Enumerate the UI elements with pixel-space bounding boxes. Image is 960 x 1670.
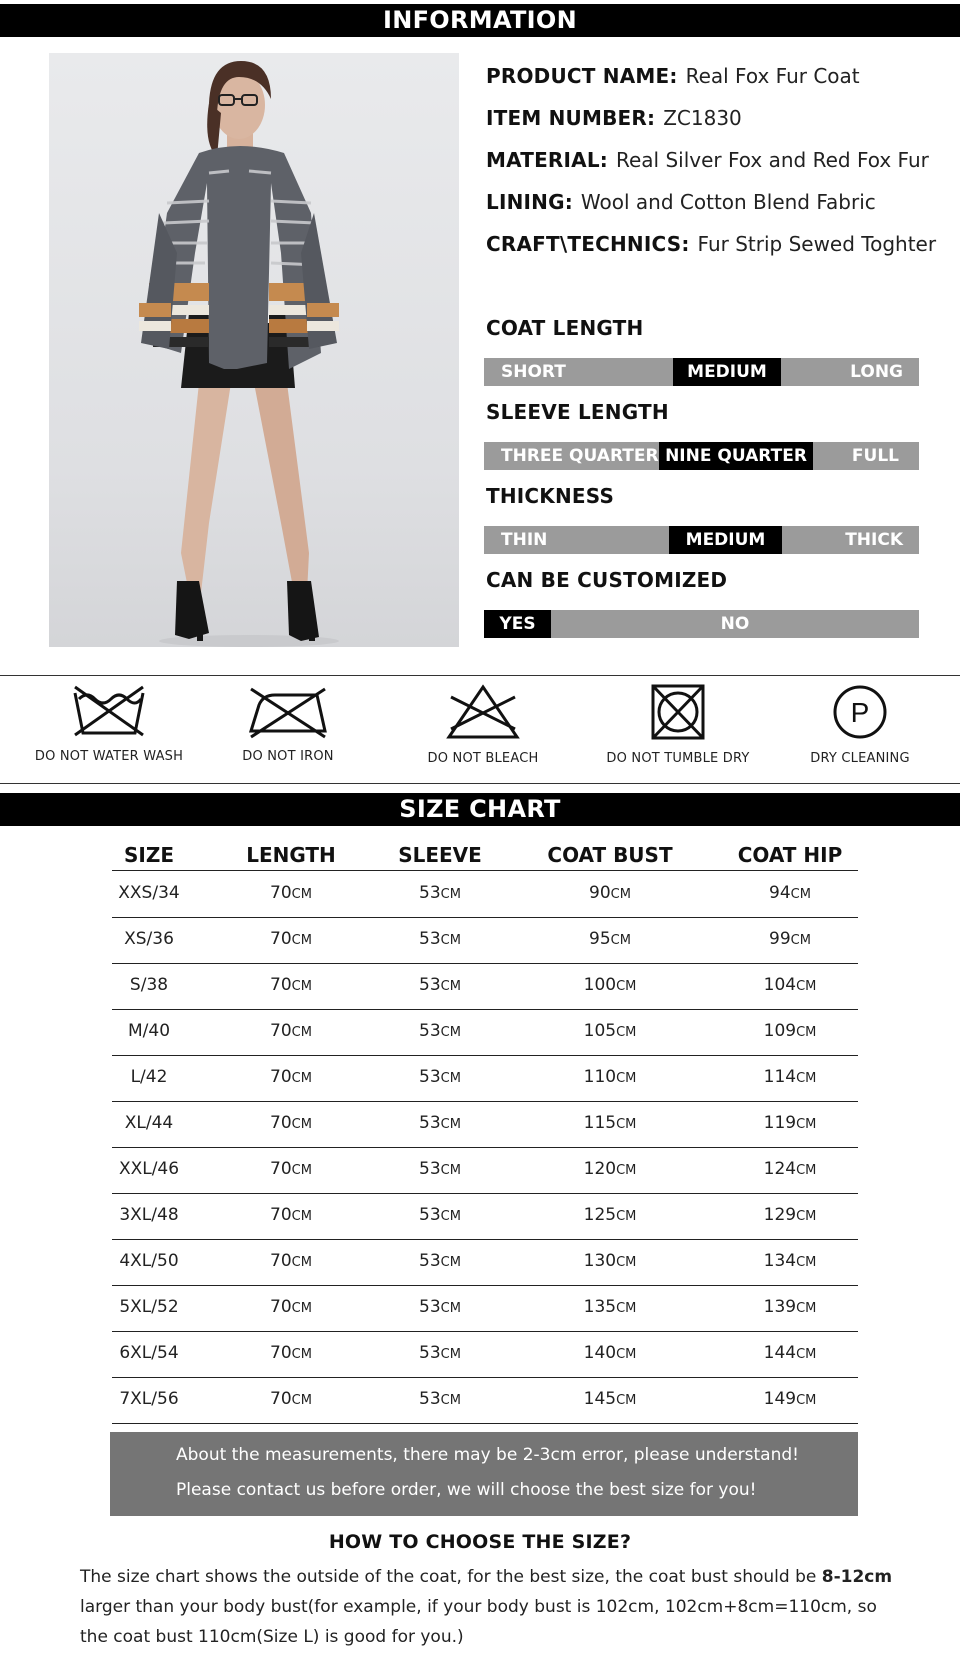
cell-unit: CM <box>440 1209 461 1224</box>
measure-cell <box>236 1067 346 1087</box>
cell-unit: CM <box>440 1025 461 1040</box>
cell-value: 125 <box>583 1205 617 1225</box>
cell-value: 70 <box>270 1021 292 1041</box>
sleeve-length-title: SLEEVE LENGTH <box>486 400 669 424</box>
measure-cell <box>720 1389 860 1409</box>
measure-cell <box>720 1113 860 1133</box>
cell-value: 139 <box>763 1297 797 1317</box>
care-label: DO NOT TUMBLE DRY <box>606 751 750 766</box>
info-craft <box>486 232 936 256</box>
option-nine-quarter-selected: NINE QUARTER <box>659 442 813 470</box>
thickness-scale <box>484 526 919 554</box>
table-row <box>112 1239 858 1286</box>
cell-value: 100 <box>583 975 617 995</box>
cell-unit: CM <box>291 1209 312 1224</box>
measure-cell <box>540 1297 680 1317</box>
cell-value: XS/36 <box>124 929 174 949</box>
measure-cell <box>390 1067 490 1087</box>
size-cell <box>112 1389 186 1409</box>
size-cell <box>112 1343 186 1363</box>
option-no: NO <box>720 614 750 634</box>
cell-value: 70 <box>270 1159 292 1179</box>
measure-cell <box>390 1251 490 1271</box>
cell-unit: CM <box>616 1163 637 1178</box>
cell-value: 3XL/48 <box>119 1205 179 1225</box>
cell-unit: CM <box>440 979 461 994</box>
size-cell <box>112 929 186 949</box>
cell-value: 109 <box>763 1021 797 1041</box>
measure-cell <box>540 1021 680 1041</box>
cell-value: M/40 <box>127 1021 171 1041</box>
cell-value: 4XL/50 <box>119 1251 179 1271</box>
option-short: SHORT <box>501 362 566 382</box>
measure-cell <box>720 929 860 949</box>
cell-unit: CM <box>440 1301 461 1316</box>
size-cell <box>112 1297 186 1317</box>
cell-unit: CM <box>796 1393 817 1408</box>
cell-unit: CM <box>291 933 312 948</box>
table-row <box>112 1009 858 1056</box>
cell-unit: CM <box>440 1347 461 1362</box>
cell-unit: CM <box>440 933 461 948</box>
cell-unit: CM <box>440 1393 461 1408</box>
header-coat-bust: COAT BUST <box>547 843 673 867</box>
cell-unit: CM <box>291 1071 312 1086</box>
cell-value: XL/44 <box>124 1113 174 1133</box>
cell-value: 130 <box>583 1251 617 1271</box>
cell-unit: CM <box>790 887 811 902</box>
measure-cell <box>236 1113 346 1133</box>
cell-unit: CM <box>796 1025 817 1040</box>
cell-unit: CM <box>291 1255 312 1270</box>
header-sleeve: SLEEVE <box>398 843 482 867</box>
cell-value: 70 <box>270 1113 292 1133</box>
cell-unit: CM <box>291 1117 312 1132</box>
table-row <box>112 871 858 918</box>
cell-unit: CM <box>616 979 637 994</box>
cell-value: 120 <box>583 1159 617 1179</box>
cell-value: 140 <box>583 1343 617 1363</box>
cell-unit: CM <box>440 1071 461 1086</box>
divider <box>0 675 960 676</box>
measure-cell <box>390 1021 490 1041</box>
cell-unit: CM <box>616 1301 637 1316</box>
cell-value: 99 <box>769 929 791 949</box>
care-no-tumble-dry <box>583 683 773 766</box>
cell-value: 95 <box>589 929 611 949</box>
sleeve-length-scale <box>484 442 919 470</box>
measure-cell <box>540 883 680 903</box>
model-illustration <box>49 53 459 647</box>
cell-unit: CM <box>790 933 811 948</box>
measure-cell <box>720 1297 860 1317</box>
cell-unit: CM <box>796 1071 817 1086</box>
cell-unit: CM <box>796 1301 817 1316</box>
cell-unit: CM <box>440 1117 461 1132</box>
cell-value: L/42 <box>130 1067 168 1087</box>
measurement-note <box>110 1432 858 1516</box>
cell-unit: CM <box>440 1255 461 1270</box>
customized-title: CAN BE CUSTOMIZED <box>486 568 728 592</box>
measure-cell <box>236 1021 346 1041</box>
cell-value: 119 <box>763 1113 797 1133</box>
cell-value: 105 <box>583 1021 617 1041</box>
how-text-before: The size chart shows the outside of the coat, for the best size, the coat bust should be <box>80 1567 822 1587</box>
no-iron-icon <box>245 683 331 739</box>
measure-cell <box>236 883 346 903</box>
measure-cell <box>720 1205 860 1225</box>
info-key: CRAFT\TECHNICS: <box>486 232 690 256</box>
measure-cell <box>720 1251 860 1271</box>
cell-unit: CM <box>610 933 631 948</box>
table-row <box>112 917 858 964</box>
cell-unit: CM <box>291 1347 312 1362</box>
no-tumble-dry-icon <box>650 683 706 741</box>
cell-value: 70 <box>270 929 292 949</box>
measure-cell <box>236 1343 346 1363</box>
cell-value: 53 <box>419 929 441 949</box>
info-value: Fur Strip Sewed Toghter <box>697 232 937 256</box>
cell-value: 90 <box>589 883 611 903</box>
cell-unit: CM <box>796 1117 817 1132</box>
info-value: Real Fox Fur Coat <box>685 64 860 88</box>
table-row <box>112 1101 858 1148</box>
size-cell <box>112 883 186 903</box>
no-bleach-icon <box>445 683 521 741</box>
cell-value: XXL/46 <box>118 1159 180 1179</box>
table-row <box>112 1193 858 1240</box>
measure-cell <box>390 883 490 903</box>
cell-value: 53 <box>419 1067 441 1087</box>
size-cell <box>112 1251 186 1271</box>
size-cell <box>112 1159 186 1179</box>
cell-unit: CM <box>291 979 312 994</box>
cell-unit: CM <box>291 1301 312 1316</box>
coat-length-title: COAT LENGTH <box>486 316 644 340</box>
cell-value: 70 <box>270 1343 292 1363</box>
cell-value: 114 <box>763 1067 797 1087</box>
cell-unit: CM <box>440 887 461 902</box>
cell-value: 70 <box>270 883 292 903</box>
cell-value: 6XL/54 <box>119 1343 179 1363</box>
size-cell <box>112 1113 186 1133</box>
header-length: LENGTH <box>246 843 336 867</box>
cell-unit: CM <box>796 1163 817 1178</box>
cell-value: 144 <box>763 1343 797 1363</box>
cell-value: 135 <box>583 1297 617 1317</box>
product-photo <box>49 53 459 647</box>
info-product-name <box>486 64 860 88</box>
option-long: LONG <box>850 362 903 382</box>
table-row <box>112 1285 858 1332</box>
cell-unit: CM <box>796 979 817 994</box>
cell-value: 53 <box>419 1113 441 1133</box>
size-cell <box>112 1021 186 1041</box>
measure-cell <box>720 1343 860 1363</box>
option-yes-selected: YES <box>484 610 551 638</box>
cell-value: XXS/34 <box>118 883 180 903</box>
how-text-after: larger than your body bust(for example, if your body bust is 102cm, 102cm+8cm=110cm, so the coat bust 110cm(Size L) is good for you.) <box>80 1597 877 1647</box>
option-thin: THIN <box>501 530 548 550</box>
cell-value: 70 <box>270 1067 292 1087</box>
cell-unit: CM <box>616 1117 637 1132</box>
cell-unit: CM <box>616 1255 637 1270</box>
cell-value: 53 <box>419 1205 441 1225</box>
cell-value: 53 <box>419 1297 441 1317</box>
cell-value: 145 <box>583 1389 617 1409</box>
cell-value: 70 <box>270 975 292 995</box>
cell-value: 53 <box>419 975 441 995</box>
cell-value: 104 <box>763 975 797 995</box>
cell-value: 53 <box>419 883 441 903</box>
table-row <box>112 1377 858 1424</box>
cell-unit: CM <box>291 887 312 902</box>
measure-cell <box>540 1343 680 1363</box>
cell-value: 5XL/52 <box>119 1297 179 1317</box>
option-medium-selected: MEDIUM <box>673 358 781 386</box>
measure-cell <box>720 883 860 903</box>
cell-value: 53 <box>419 1251 441 1271</box>
table-row <box>112 1331 858 1378</box>
table-row <box>112 1147 858 1194</box>
svg-text:P: P <box>850 697 870 728</box>
care-label: DO NOT IRON <box>242 749 334 764</box>
cell-unit: CM <box>616 1347 637 1362</box>
care-label: DRY CLEANING <box>810 751 910 766</box>
cell-value: 70 <box>270 1251 292 1271</box>
cell-value: 124 <box>763 1159 797 1179</box>
info-item-number <box>486 106 742 130</box>
note-line: Please contact us before order, we will choose the best size for you! <box>176 1480 757 1500</box>
cell-value: 149 <box>763 1389 797 1409</box>
how-text-bold: 8-12cm <box>821 1567 893 1587</box>
care-dry-cleaning <box>765 683 955 766</box>
measure-cell <box>390 929 490 949</box>
measure-cell <box>390 1343 490 1363</box>
cell-unit: CM <box>291 1393 312 1408</box>
info-key: ITEM NUMBER: <box>486 106 656 130</box>
divider <box>0 783 960 784</box>
measure-cell <box>236 1297 346 1317</box>
cell-value: 53 <box>419 1021 441 1041</box>
table-row <box>112 963 858 1010</box>
info-key: LINING: <box>486 190 573 214</box>
cell-unit: CM <box>291 1163 312 1178</box>
measure-cell <box>720 1067 860 1087</box>
cell-value: 70 <box>270 1205 292 1225</box>
thickness-title: THICKNESS <box>486 484 615 508</box>
measure-cell <box>540 929 680 949</box>
measure-cell <box>540 975 680 995</box>
measure-cell <box>540 1389 680 1409</box>
measure-cell <box>540 1113 680 1133</box>
measure-cell <box>540 1251 680 1271</box>
how-to-choose-title: HOW TO CHOOSE THE SIZE? <box>328 1531 632 1553</box>
measure-cell <box>236 1205 346 1225</box>
cell-unit: CM <box>796 1255 817 1270</box>
care-label: DO NOT BLEACH <box>427 751 539 766</box>
size-chart-banner: SIZE CHART <box>0 793 960 826</box>
cell-value: 129 <box>763 1205 797 1225</box>
measure-cell <box>390 1389 490 1409</box>
cell-unit: CM <box>616 1071 637 1086</box>
cell-value: 115 <box>583 1113 617 1133</box>
cell-unit: CM <box>440 1163 461 1178</box>
cell-unit: CM <box>616 1025 637 1040</box>
info-key: MATERIAL: <box>486 148 608 172</box>
measure-cell <box>390 975 490 995</box>
size-cell <box>112 1067 186 1087</box>
info-value: ZC1830 <box>663 106 742 130</box>
measure-cell <box>236 975 346 995</box>
measure-cell <box>390 1205 490 1225</box>
measure-cell <box>540 1159 680 1179</box>
measure-cell <box>236 929 346 949</box>
size-cell <box>112 1205 186 1225</box>
no-water-wash-icon <box>71 683 147 739</box>
measure-cell <box>390 1297 490 1317</box>
cell-value: 7XL/56 <box>119 1389 179 1409</box>
info-value: Real Silver Fox and Red Fox Fur <box>616 148 929 172</box>
info-material <box>486 148 929 172</box>
header-coat-hip: COAT HIP <box>737 843 843 867</box>
measure-cell <box>390 1159 490 1179</box>
cell-unit: CM <box>616 1393 637 1408</box>
cell-unit: CM <box>291 1025 312 1040</box>
option-three-quarter: THREE QUARTER <box>501 446 659 466</box>
info-lining <box>486 190 876 214</box>
cell-value: S/38 <box>129 975 169 995</box>
size-cell <box>112 975 186 995</box>
measure-cell <box>540 1067 680 1087</box>
cell-value: 70 <box>270 1389 292 1409</box>
measure-cell <box>540 1205 680 1225</box>
option-thick: THICK <box>845 530 903 550</box>
coat-length-scale <box>484 358 919 386</box>
measure-cell <box>720 975 860 995</box>
measure-cell <box>720 1159 860 1179</box>
cell-value: 53 <box>419 1389 441 1409</box>
how-to-choose-text <box>80 1562 900 1652</box>
cell-value: 134 <box>763 1251 797 1271</box>
information-banner: INFORMATION <box>0 4 960 37</box>
cell-unit: CM <box>610 887 631 902</box>
note-line: About the measurements, there may be 2-3cm error, please understand! <box>176 1445 799 1465</box>
cell-value: 94 <box>769 883 791 903</box>
customized-scale <box>484 610 919 638</box>
cell-value: 70 <box>270 1297 292 1317</box>
cell-value: 53 <box>419 1343 441 1363</box>
measure-cell <box>236 1251 346 1271</box>
option-medium-selected: MEDIUM <box>669 526 782 554</box>
care-label: DO NOT WATER WASH <box>34 749 184 764</box>
cell-unit: CM <box>796 1347 817 1362</box>
care-no-water-wash <box>14 683 204 764</box>
info-key: PRODUCT NAME: <box>486 64 678 88</box>
measure-cell <box>720 1021 860 1041</box>
measure-cell <box>390 1113 490 1133</box>
care-no-iron <box>193 683 383 764</box>
option-full: FULL <box>851 446 899 466</box>
info-value: Wool and Cotton Blend Fabric <box>580 190 876 214</box>
dry-cleaning-icon <box>831 683 889 741</box>
cell-value: 53 <box>419 1159 441 1179</box>
care-no-bleach <box>388 683 578 766</box>
measure-cell <box>236 1389 346 1409</box>
measure-cell <box>236 1159 346 1179</box>
cell-unit: CM <box>616 1209 637 1224</box>
cell-unit: CM <box>796 1209 817 1224</box>
table-row <box>112 1055 858 1102</box>
cell-value: 110 <box>583 1067 617 1087</box>
header-size: SIZE <box>123 843 174 867</box>
